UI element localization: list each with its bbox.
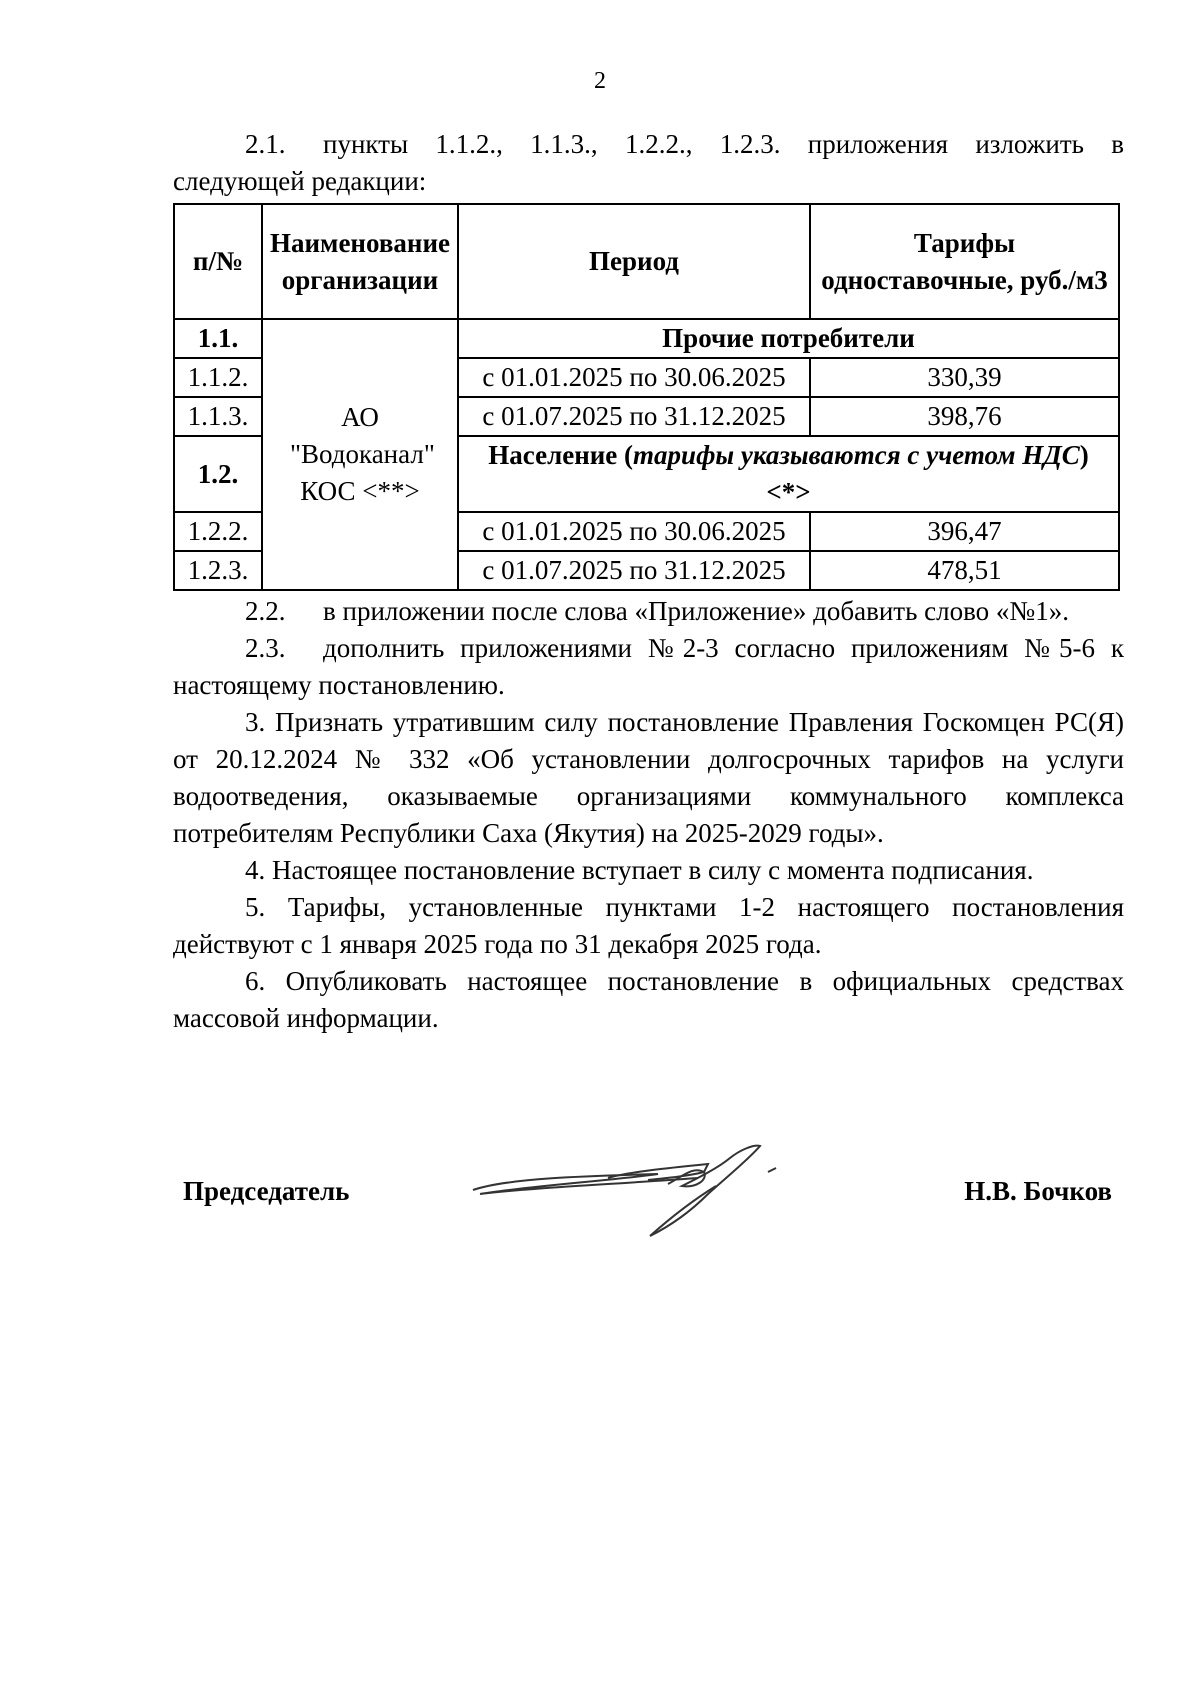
resolution-body	[173, 593, 1124, 1037]
paragraph-3: 3. Признать утратившим силу постановление Правления Госкомцен РС(Я) от 20.12.2024 № 332 «Об установлении долгосрочных тарифов на услуги водоотведения, оказываемые организациями коммунального комплекса потребителям Республики Саха (Якутия) на 2025-2029 годы».	[173, 707, 1124, 848]
signer-name: Н.В. Бочков	[964, 1176, 1112, 1206]
paragraph-4: 4. Настоящее постановление вступает в силу с момента подписания.	[245, 855, 1034, 885]
paragraph-6: 6. Опубликовать настоящее постановление в официальных средствах массовой информации.	[173, 966, 1124, 1033]
signature-block	[0, 1168, 1200, 1258]
row-tariff: 478,51	[810, 551, 1119, 590]
intro-paragraph	[173, 126, 1124, 200]
intro-text: пункты 1.1.2., 1.1.3., 1.2.2., 1.2.3. приложения изложить в	[323, 129, 1124, 159]
table-header-row	[174, 204, 1119, 319]
row-num: 1.1.3.	[174, 397, 262, 436]
paragraph-text: в приложении после слова «Приложение» добавить слово «№1».	[323, 596, 1069, 626]
organization-name: АО "Водоканал" КОС <**>	[290, 402, 435, 506]
group-num: 1.1.	[174, 319, 262, 358]
group-title-start: Население (	[488, 440, 634, 470]
group-title: Прочие потребители	[458, 319, 1119, 358]
paragraph-number: 2.3.	[245, 633, 286, 663]
group-row-other-consumers	[174, 319, 1119, 358]
handwritten-signature	[468, 1128, 788, 1238]
paragraph-number: 2.2.	[245, 596, 286, 626]
row-period: с 01.01.2025 по 30.06.2025	[458, 512, 810, 551]
header-num: п/№	[174, 204, 262, 319]
header-period: Период	[458, 204, 810, 319]
row-period: с 01.07.2025 по 31.12.2025	[458, 397, 810, 436]
row-period: с 01.07.2025 по 31.12.2025	[458, 551, 810, 590]
row-tariff: 330,39	[810, 358, 1119, 397]
page-number: 2	[594, 68, 606, 94]
row-num: 1.2.2.	[174, 512, 262, 551]
intro-line-2: следующей редакции:	[173, 166, 427, 196]
row-num: 1.1.2.	[174, 358, 262, 397]
row-num: 1.2.3.	[174, 551, 262, 590]
row-period: с 01.01.2025 по 30.06.2025	[458, 358, 810, 397]
header-tariff: Тарифы одноставочные, руб./м3	[810, 204, 1119, 319]
paragraph-2-3	[173, 630, 1124, 704]
organization-cell	[262, 319, 458, 590]
signer-position: Председатель	[183, 1176, 350, 1206]
paragraph-5: 5. Тарифы, установленные пунктами 1-2 настоящего постановления действуют с 1 января 2025 года по 31 декабря 2025 года.	[173, 892, 1124, 959]
row-tariff: 396,47	[810, 512, 1119, 551]
intro-line-1	[173, 126, 1124, 163]
group-title	[458, 436, 1119, 512]
group-num: 1.2.	[174, 436, 262, 512]
paragraph-2-2	[173, 593, 1124, 630]
group-title-italic: тарифы указываются с учетом НДС	[633, 440, 1080, 470]
tariff-table	[173, 203, 1120, 591]
intro-number: 2.1.	[245, 129, 286, 159]
group-title-end: ) <*>	[766, 440, 1089, 507]
row-tariff: 398,76	[810, 397, 1119, 436]
header-organization: Наименование организации	[262, 204, 458, 319]
paragraph-text: дополнить приложениями №2-3 согласно приложениям №5-6 к настоящему постановлению.	[173, 633, 1124, 700]
